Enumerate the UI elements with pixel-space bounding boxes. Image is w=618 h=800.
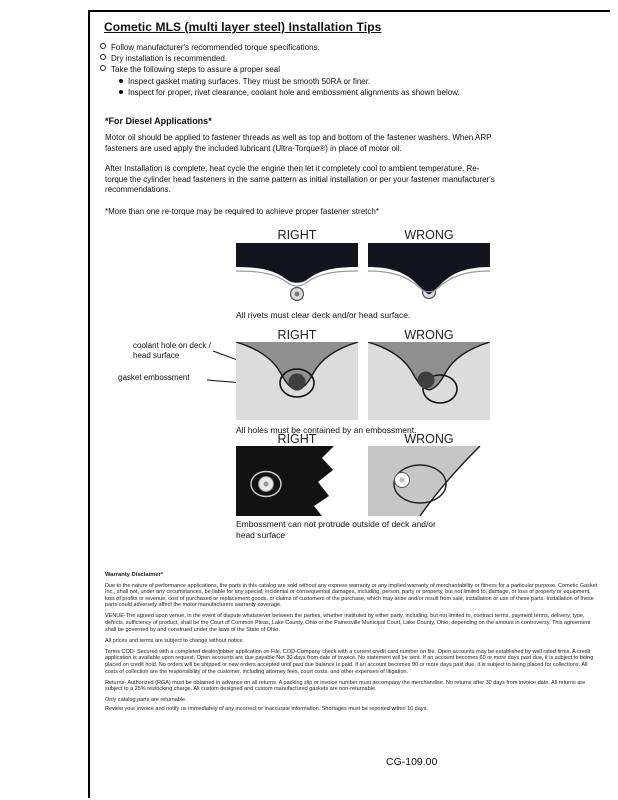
page-code: CG-109.00	[386, 756, 438, 768]
legal-paragraph: Only catalog parts are returnable.	[105, 697, 187, 704]
tip-sub-bullet	[119, 88, 460, 97]
dot-bullet-icon	[119, 79, 123, 83]
caption-rivets: All rivets must clear deck and/or head surface.	[236, 310, 411, 320]
circle-bullet-icon	[100, 43, 106, 49]
caption-holes: All holes must be contained by an embossment.	[236, 425, 417, 435]
diagram-protrude-right-image	[236, 446, 358, 516]
diesel-paragraph-note: *More than one re-torque may be required to achieve proper fastener stretch*	[105, 207, 379, 216]
legal-paragraph: Due to the nature of performance applications, the parts in this catalog are sold without any express warranty or any implied warranty of merchantability or fitness for a particular purpose. Cometic Gasket Inc., shall not, under any circumstances, be liable for any special, incidental or consequential damages, including, person, party or property, but not limited to, damage, or loss of property or equipment, loss of profits or revenue, cost of purchased or replacement goods, or claims of customers of the purchase, which may arise and/or result from sale, installation or use of these parts. Installation of these parts could adversely affect the motor manufacturers warranty coverage.	[105, 582, 598, 609]
wrong-label-row1: WRONG	[404, 228, 454, 242]
tip-bullet	[100, 65, 280, 74]
right-label-row1: RIGHT	[277, 228, 317, 242]
legal-paragraph: All prices and terms are subject to change without notice.	[105, 637, 245, 644]
legal-paragraph: Terms COD- Secured with a completed dealer/jobber application on File, COD-Company check with a current credit card number on file. Open accounts may be established by well rated firms. A credit application is available upon request. Open accounts are due payable Net 30 days from date of invoice. No statement will be sent. If an account becomes 60 or more days past due, it is subject to being placed on credit hold. No orders will be shipped or new orders accepted until past due balance is paid. If an account becomes 90 or more days past due, it is subject to being placed for collections. All costs of collection are the responsibility of the customer, including attorney fees, court costs, and other expenses of litigation.	[105, 648, 594, 675]
legal-block	[105, 572, 599, 717]
page-border-top	[88, 10, 610, 12]
callout-coolant-hole: coolant hole on deck / head surface	[133, 341, 211, 360]
diesel-paragraph-retorque: After Installation is complete, heat cycle the engine then let it completely cool to ambient temperature. Re-torque the cylinder head fasteners in the same pattern as initial installation or per your fastener manufacturer's recommendations.	[105, 164, 495, 194]
tip-text: Take the following steps to assure a proper seal	[111, 65, 280, 74]
legal-paragraph: VENUE-The agreed upon venue, in the event of dispute whatsoever between the parties, whether instituted by either party, including, but not limited to, contract terms, payment terms, delivery, type, defects, sufficiency of product, shall be the Court of Common Pleas, Lake County, Ohio or the Painesville Municipal Court, Lake County, Ohio, depending on the amount in controversy. This agreement shall be governed by and construed under the laws of the State of Ohio.	[105, 613, 591, 633]
diagram-protrude-wrong-image	[368, 446, 490, 516]
tip-text: Inspect gasket mating surfaces. They must be smooth 50RA or finer.	[128, 77, 371, 86]
tip-text: Follow manufacturer's recommended torque specifications.	[111, 43, 320, 52]
diesel-paragraph-motor-oil: Motor oil should be applied to fastener threads as well as top and bottom of the fastener washers. When ARP fasteners are used apply the included lubricant (Ultra-Torque®) in place of motor oil.	[105, 133, 492, 153]
tip-text: Inspect for proper, rivet clearance, coolant hole and embossment alignments as shown below.	[128, 88, 460, 97]
tip-bullet	[100, 54, 227, 63]
legal-paragraph: Review your invoice and notify us immediately of any incorrect or inaccurate information. Shortages must be reported within 10 days.	[105, 705, 428, 712]
warranty-disclaimer-heading: Warranty Disclaimer*	[105, 572, 164, 578]
circle-bullet-icon	[100, 65, 106, 71]
legal-paragraph: Returns- Authorized (RGA) must be obtained in advance on all returns. A packing slip or invoice number must accompany the merchandise. No returns after 30 days from invoice date. All returns are subject to a 25% restocking charge. All custom designed and custom manufactured gaskets are non-returnable.	[105, 679, 586, 693]
callout-gasket-embossment: gasket embossment	[118, 373, 190, 382]
right-label-row3: RIGHT	[277, 432, 317, 446]
diagram-rivet-wrong-image	[368, 243, 490, 305]
diagram-rivet-right-image	[236, 243, 358, 305]
diesel-applications-heading: *For Diesel Applications*	[105, 116, 212, 126]
page-border-left	[88, 10, 90, 798]
right-label-row2: RIGHT	[277, 328, 317, 342]
caption-protrude: Embossment can not protrude outside of deck and/or head surface	[236, 519, 436, 540]
circle-bullet-icon	[100, 54, 106, 60]
wrong-label-row2: WRONG	[404, 328, 454, 342]
diagram-embossment-wrong-image	[368, 342, 490, 420]
page-title: Cometic MLS (multi layer steel) Installation Tips	[104, 20, 382, 34]
dot-bullet-icon	[119, 90, 123, 94]
tip-sub-bullet	[119, 77, 370, 86]
wrong-label-row3: WRONG	[404, 432, 454, 446]
tip-bullet	[100, 43, 320, 52]
tip-text: Dry installation is recommended.	[111, 54, 228, 63]
diagram-embossment-right-image	[236, 342, 358, 420]
